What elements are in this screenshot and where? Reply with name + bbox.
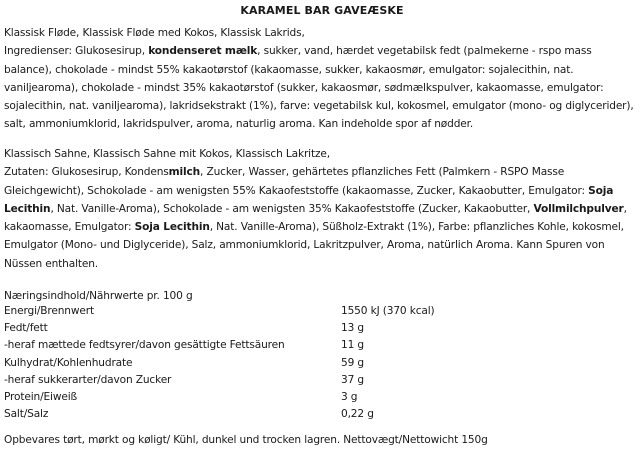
nutrition-value: 1550 kJ (370 kcal)	[341, 305, 435, 317]
nutrition-value: 3 g	[341, 390, 358, 403]
german-variants: Klassisch Sahne, Klassisch Sahne mit Kokos, Klassisch Lakritze,	[4, 148, 330, 160]
nutrition-label: -heraf mættede fedtsyrer/davon gesättigte Fettsäuren	[4, 339, 285, 352]
danish-ingredients-label: Ingredienser: Glukosesirup,	[4, 45, 149, 58]
nutrition-label: Salt/Salz	[4, 408, 49, 421]
allergen-soja-lecithin-1: Soja Lecithin	[4, 184, 614, 215]
product-title: KARAMEL BAR GAVEÆSKE	[240, 4, 404, 17]
nutrition-row-sugars	[4, 372, 424, 389]
danish-ingredients-text	[4, 42, 640, 133]
nutrition-value: 11 g	[341, 339, 364, 352]
nutrition-table	[4, 303, 435, 423]
nutrition-row-protein	[4, 389, 424, 406]
danish-ingredients-rest: , sukker, vand, hærdet vegetabilsk fedt (palmekerne - rspo mass balance), chokolade - mindst 55% kakaotørstof (kakaomasse, sukker, kakaosmør, emulgator: sojalecithin, nat. vaniljearoma), chokolade - mindst 35% kakaotørstof (sukker, kakaosmør, sødmælkspulver, kakaomasse, emulgator: sojalecithin, nat. vaniljearoma), lakridsekstrakt (1%), farve: vegetabilsk kul, kokosmel, emulgator (mono- og diglycerider), salt, ammoniumklorid, lakridspulver, aroma, naturlig aroma. Kan indeholde spor af nødder.	[4, 45, 634, 131]
danish-variants: Klassisk Fløde, Klassisk Fløde med Kokos, Klassisk Lakrids,	[4, 27, 305, 39]
nutrition-row-carbohydrate	[4, 355, 424, 372]
german-text-part-5: , Nat. Vanille-Aroma), Süßholz-Extrakt (1%), Farbe: pflanzliches Kohle, kokosmel, Emulgator (Mono- und Diglyceride), Salz, ammoniumklorid, Lakritzpulver, Aroma, natürlich Aroma. Kann Spuren von Nüssen enthalten.	[4, 221, 624, 270]
nutrition-value: 0,22 g	[341, 408, 374, 421]
allergen-soja-lecithin-2: Soja Lecithin	[134, 221, 210, 234]
nutrition-heading: Næringsindhold/Nährwerte pr. 100 g	[4, 290, 193, 302]
german-ingredients-block	[4, 145, 640, 273]
nutrition-label: Kulhydrat/Kohlenhudrate	[4, 356, 133, 369]
nutrition-row-salt	[4, 406, 424, 423]
german-text-part-3: , Nat. Vanille-Aroma), Schokolade - am wenigsten 35% Kakaofeststoffe (Zucker, Kakaobutter,	[50, 202, 534, 215]
nutrition-value: 37 g	[341, 373, 364, 386]
german-text-part-1: Zutaten: Glukosesirup, Kondens	[4, 166, 169, 179]
nutrition-value: 13 g	[341, 322, 364, 335]
nutrition-label: Fedt/fett	[4, 322, 48, 335]
storage-and-net-weight: Opbevares tørt, mørkt og køligt/ Kühl, dunkel und trocken lagren. Nettovægt/Nettowicht 150g	[4, 434, 488, 446]
german-ingredients-text	[4, 163, 640, 273]
german-text-part-2: , Zucker, Wasser, gehärtetes pflanzliches Fett (Palmkern - RSPO Masse Gleichgewicht), Schokolade - am wenigsten 55% Kakaofeststoffe (kakaomasse, Zucker, Kakaobutter, Emulgator:	[4, 166, 589, 197]
nutrition-row-fat	[4, 320, 424, 337]
nutrition-row-saturated-fat	[4, 337, 424, 354]
nutrition-value: 59 g	[341, 356, 364, 369]
nutrition-label: -heraf sukkerarter/davon Zucker	[4, 373, 172, 386]
allergen-vollmilchpulver: Vollmilchpulver	[533, 202, 624, 215]
german-text-part-4: , kakaomasse, Emulgator:	[4, 202, 627, 234]
danish-ingredients-block	[4, 24, 640, 134]
allergen-condensed-milk: kondenseret mælk	[148, 45, 258, 58]
nutrition-label: Energi/Brennwert	[4, 305, 94, 317]
nutrition-label: Protein/Eiweiß	[4, 390, 78, 403]
nutrition-row-energy	[4, 303, 435, 320]
allergen-milch: milch	[168, 166, 201, 179]
